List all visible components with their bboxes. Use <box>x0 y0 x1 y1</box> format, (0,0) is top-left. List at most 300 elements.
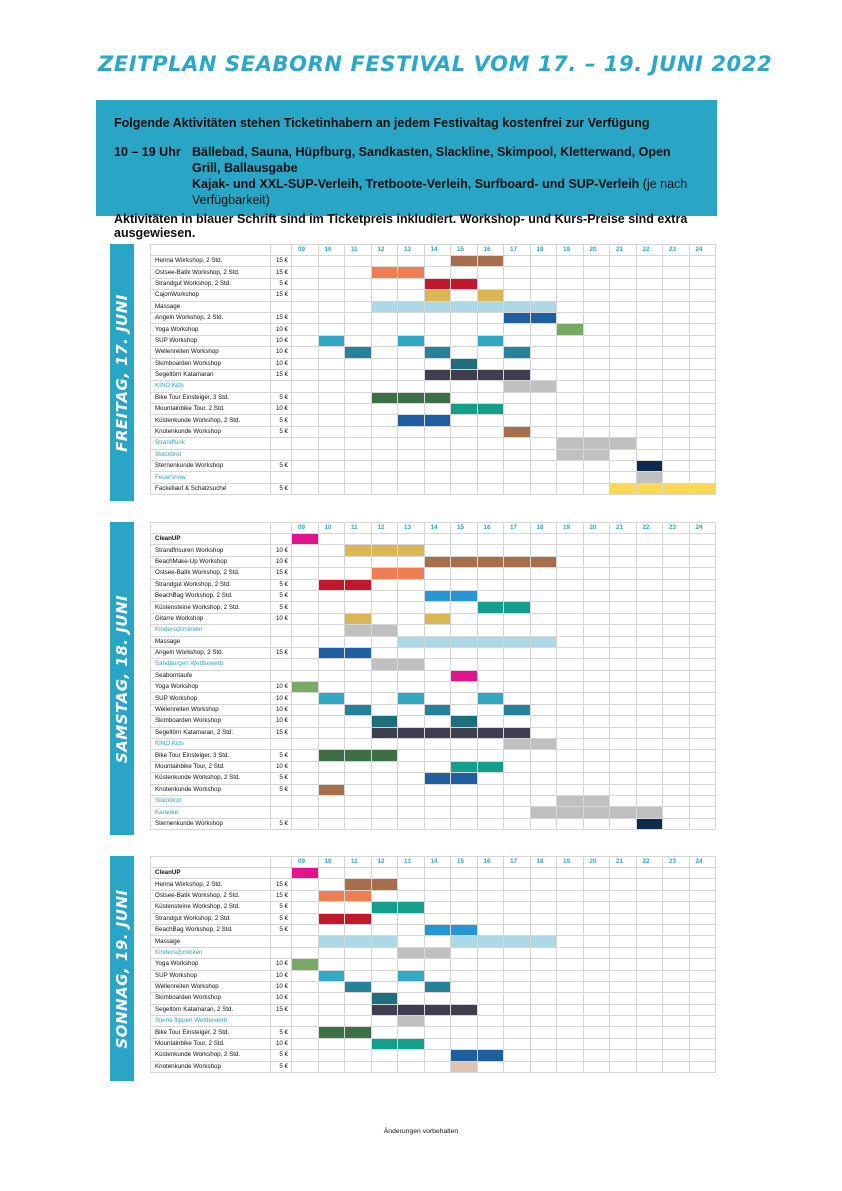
time-slot <box>689 773 716 784</box>
time-slot <box>583 670 610 681</box>
time-slot <box>292 483 319 494</box>
schedule-row <box>151 947 716 958</box>
time-slot <box>292 347 319 358</box>
time-slot <box>371 981 398 992</box>
time-slot <box>583 347 610 358</box>
time-slot <box>689 739 716 750</box>
time-slot <box>398 1027 425 1038</box>
activity-bar <box>504 704 531 715</box>
time-slot <box>424 659 451 670</box>
time-slot <box>504 267 531 278</box>
activity-bar <box>451 727 478 738</box>
time-slot <box>636 659 663 670</box>
time-slot <box>636 278 663 289</box>
time-slot <box>424 1061 451 1072</box>
time-slot <box>345 556 372 567</box>
schedule-row <box>151 818 716 829</box>
time-slot <box>689 324 716 335</box>
time-slot <box>610 347 637 358</box>
time-slot <box>477 981 504 992</box>
time-slot <box>583 556 610 567</box>
time-slot <box>583 693 610 704</box>
time-slot <box>451 1038 478 1049</box>
time-slot <box>371 579 398 590</box>
time-slot <box>292 556 319 567</box>
time-slot <box>398 739 425 750</box>
time-slot <box>292 739 319 750</box>
activity-bar <box>583 807 610 818</box>
time-slot <box>292 438 319 449</box>
time-slot <box>292 750 319 761</box>
activity-bar <box>398 902 425 913</box>
time-slot <box>583 613 610 624</box>
activity-name: CleanUP <box>151 534 271 545</box>
time-slot <box>451 461 478 472</box>
time-slot <box>424 818 451 829</box>
time-slot <box>610 1050 637 1061</box>
time-slot <box>530 1038 557 1049</box>
time-slot <box>636 335 663 346</box>
activity-bar <box>424 613 451 624</box>
activity-price: 15 € <box>271 369 292 380</box>
time-slot <box>451 579 478 590</box>
day-label-friday: FREITAG, 17. JUNI <box>113 293 131 452</box>
time-slot <box>610 461 637 472</box>
time-slot <box>424 879 451 890</box>
activity-bar <box>451 1004 478 1015</box>
time-slot <box>318 773 345 784</box>
time-slot <box>610 267 637 278</box>
time-slot <box>530 613 557 624</box>
time-slot <box>663 449 690 460</box>
activity-price: 10 € <box>271 324 292 335</box>
time-slot <box>636 1004 663 1015</box>
time-slot <box>530 913 557 924</box>
time-slot <box>477 1004 504 1015</box>
activity-bar <box>398 335 425 346</box>
time-slot <box>636 913 663 924</box>
time-slot <box>477 716 504 727</box>
time-slot <box>557 404 584 415</box>
time-slot <box>583 739 610 750</box>
schedule-row <box>151 613 716 624</box>
time-slot <box>530 959 557 970</box>
time-slot <box>663 913 690 924</box>
time-slot <box>345 993 372 1004</box>
time-slot <box>345 256 372 267</box>
activity-bar <box>530 301 557 312</box>
time-slot <box>345 727 372 738</box>
time-slot <box>345 602 372 613</box>
time-slot <box>477 647 504 658</box>
time-slot <box>663 773 690 784</box>
time-slot <box>424 682 451 693</box>
time-slot <box>663 472 690 483</box>
time-slot <box>345 1038 372 1049</box>
time-slot <box>530 483 557 494</box>
time-slot <box>398 613 425 624</box>
time-slot <box>371 613 398 624</box>
time-slot <box>689 879 716 890</box>
activity-price: 5 € <box>271 1050 292 1061</box>
time-slot <box>292 267 319 278</box>
time-slot <box>663 936 690 947</box>
time-slot <box>504 868 531 879</box>
time-slot <box>663 613 690 624</box>
time-slot <box>345 301 372 312</box>
time-slot <box>583 993 610 1004</box>
time-slot <box>689 590 716 601</box>
time-slot <box>345 739 372 750</box>
schedule-row <box>151 879 716 890</box>
header-blank-cell <box>271 857 292 868</box>
time-slot <box>477 278 504 289</box>
time-slot <box>292 636 319 647</box>
time-slot <box>557 461 584 472</box>
schedule-row <box>151 890 716 901</box>
time-slot <box>398 1050 425 1061</box>
activity-bar <box>451 358 478 369</box>
activity-bar <box>424 369 451 380</box>
time-slot <box>345 1061 372 1072</box>
time-slot <box>636 716 663 727</box>
time-slot <box>477 461 504 472</box>
time-slot <box>504 818 531 829</box>
time-slot <box>451 545 478 556</box>
time-slot <box>371 784 398 795</box>
hour-label: 17 <box>504 857 531 868</box>
time-slot <box>530 1004 557 1015</box>
time-slot <box>345 1004 372 1015</box>
time-slot <box>610 739 637 750</box>
info-availability: (je nach Verfügbarkeit) <box>192 177 688 207</box>
time-slot <box>345 404 372 415</box>
time-slot <box>504 472 531 483</box>
activity-bar <box>318 750 345 761</box>
time-slot <box>318 267 345 278</box>
activity-name: Mountainbike Tour, 2 Std. <box>151 404 271 415</box>
time-slot <box>663 590 690 601</box>
time-slot <box>689 404 716 415</box>
time-slot <box>292 807 319 818</box>
activity-bar <box>451 936 478 947</box>
time-slot <box>636 1061 663 1072</box>
time-slot <box>557 568 584 579</box>
time-slot <box>504 750 531 761</box>
time-slot <box>636 993 663 1004</box>
time-slot <box>424 579 451 590</box>
time-slot <box>610 704 637 715</box>
time-slot <box>689 750 716 761</box>
time-slot <box>557 545 584 556</box>
activity-price: 10 € <box>271 761 292 772</box>
time-slot <box>318 636 345 647</box>
activity-bar <box>398 727 425 738</box>
time-slot <box>583 947 610 958</box>
time-slot <box>689 472 716 483</box>
time-slot <box>318 324 345 335</box>
schedule-row <box>151 924 716 935</box>
time-slot <box>292 659 319 670</box>
activity-name: CajonWorkshop <box>151 290 271 301</box>
time-slot <box>530 670 557 681</box>
time-slot <box>663 993 690 1004</box>
hour-label: 21 <box>610 857 637 868</box>
activity-price <box>271 1016 292 1027</box>
time-slot <box>583 784 610 795</box>
hour-label: 10 <box>318 523 345 534</box>
time-slot <box>663 301 690 312</box>
activity-bar <box>451 636 478 647</box>
time-slot <box>689 358 716 369</box>
time-slot <box>530 970 557 981</box>
time-slot <box>477 347 504 358</box>
time-slot <box>318 369 345 380</box>
time-slot <box>583 1038 610 1049</box>
time-slot <box>689 959 716 970</box>
time-slot <box>504 256 531 267</box>
time-slot <box>689 647 716 658</box>
time-slot <box>451 324 478 335</box>
time-slot <box>610 784 637 795</box>
hour-label: 22 <box>636 523 663 534</box>
time-slot <box>530 461 557 472</box>
activity-price <box>271 936 292 947</box>
activity-bar <box>371 993 398 1004</box>
time-slot <box>504 1016 531 1027</box>
header-blank-cell <box>151 857 271 868</box>
time-slot <box>663 970 690 981</box>
time-slot <box>636 312 663 323</box>
time-slot <box>689 636 716 647</box>
time-slot <box>371 438 398 449</box>
time-slot <box>477 879 504 890</box>
time-slot <box>451 267 478 278</box>
activity-bar <box>424 415 451 426</box>
time-slot <box>477 613 504 624</box>
time-slot <box>371 415 398 426</box>
time-slot <box>477 947 504 958</box>
time-slot <box>689 426 716 437</box>
time-slot <box>663 324 690 335</box>
schedule-row <box>151 278 716 289</box>
time-slot <box>424 784 451 795</box>
time-slot <box>663 868 690 879</box>
time-slot <box>583 1016 610 1027</box>
time-slot <box>292 625 319 636</box>
schedule-row <box>151 716 716 727</box>
activity-bar <box>424 924 451 935</box>
time-slot <box>610 773 637 784</box>
time-slot <box>318 868 345 879</box>
schedule-row <box>151 773 716 784</box>
time-slot <box>557 472 584 483</box>
activity-bar <box>318 693 345 704</box>
time-slot <box>398 993 425 1004</box>
time-slot <box>398 534 425 545</box>
time-slot <box>424 545 451 556</box>
activity-bar <box>371 716 398 727</box>
activity-name: Sternenkunde Workshop <box>151 461 271 472</box>
activity-name: Küstensteine Workshop, 2 Std. <box>151 902 271 913</box>
time-slot <box>292 301 319 312</box>
time-slot <box>318 659 345 670</box>
time-slot <box>610 358 637 369</box>
time-slot <box>689 267 716 278</box>
time-slot <box>610 727 637 738</box>
activity-price <box>271 807 292 818</box>
time-slot <box>663 278 690 289</box>
time-slot <box>292 449 319 460</box>
hour-label: 15 <box>451 857 478 868</box>
time-slot <box>689 902 716 913</box>
activity-price <box>271 472 292 483</box>
time-slot <box>689 579 716 590</box>
activity-price: 5 € <box>271 278 292 289</box>
activity-bar <box>318 890 345 901</box>
time-slot <box>689 415 716 426</box>
time-slot <box>398 324 425 335</box>
time-slot <box>451 807 478 818</box>
time-slot <box>583 545 610 556</box>
activity-price: 10 € <box>271 1038 292 1049</box>
time-slot <box>636 1027 663 1038</box>
schedule-row <box>151 807 716 818</box>
hour-label: 13 <box>398 245 425 256</box>
activity-bar <box>424 727 451 738</box>
time-slot <box>530 761 557 772</box>
time-slot <box>663 1038 690 1049</box>
time-slot <box>557 947 584 958</box>
hour-label: 20 <box>583 523 610 534</box>
time-slot <box>318 981 345 992</box>
time-slot <box>663 795 690 806</box>
activity-bar <box>504 936 531 947</box>
activity-bar <box>636 461 663 472</box>
time-slot <box>292 670 319 681</box>
time-slot <box>583 716 610 727</box>
page-title: ZEITPLAN SEABORN FESTIVAL VOM 17. – 19. JUNI 2022 <box>98 52 773 76</box>
time-slot <box>504 959 531 970</box>
activity-bar <box>451 590 478 601</box>
time-slot <box>318 312 345 323</box>
time-slot <box>557 534 584 545</box>
time-slot <box>398 461 425 472</box>
activity-name: Skimboarden Workshop <box>151 716 271 727</box>
time-slot <box>504 682 531 693</box>
time-slot <box>610 670 637 681</box>
time-slot <box>477 449 504 460</box>
activity-bar <box>318 936 345 947</box>
activity-name: Knotenkunde Workshop <box>151 426 271 437</box>
time-slot <box>345 693 372 704</box>
schedule-row <box>151 647 716 658</box>
time-slot <box>318 602 345 613</box>
time-slot <box>292 818 319 829</box>
activity-bar <box>345 579 372 590</box>
time-slot <box>504 981 531 992</box>
time-slot <box>345 358 372 369</box>
activity-name: Küstenkunde Workshop, 2 Std. <box>151 1050 271 1061</box>
schedule-row <box>151 335 716 346</box>
hour-label: 21 <box>610 523 637 534</box>
time-slot <box>371 256 398 267</box>
activity-bar <box>345 647 372 658</box>
time-slot <box>530 449 557 460</box>
time-slot <box>663 438 690 449</box>
time-slot <box>610 879 637 890</box>
time-slot <box>636 579 663 590</box>
activity-bar <box>530 636 557 647</box>
activity-bar <box>424 556 451 567</box>
time-slot <box>636 947 663 958</box>
hour-label: 09 <box>292 523 319 534</box>
time-slot <box>504 784 531 795</box>
time-slot <box>610 449 637 460</box>
time-slot <box>663 727 690 738</box>
schedule-table-saturday <box>150 522 716 830</box>
activity-bar <box>398 301 425 312</box>
time-slot <box>557 1027 584 1038</box>
info-intro: Folgende Aktivitäten stehen Ticketinhabern an jedem Festivaltag kostenfrei zur Verfügung <box>114 116 650 130</box>
time-slot <box>318 993 345 1004</box>
time-slot <box>477 682 504 693</box>
activity-bar <box>318 784 345 795</box>
day-label-sunday: SONNAG, 19. JUNI <box>113 888 131 1049</box>
activity-name: Kinderschminken <box>151 625 271 636</box>
time-slot <box>292 924 319 935</box>
time-slot <box>318 278 345 289</box>
time-slot <box>610 959 637 970</box>
activity-price: 5 € <box>271 818 292 829</box>
time-slot <box>689 1004 716 1015</box>
time-slot <box>530 404 557 415</box>
time-slot <box>504 545 531 556</box>
activity-bar <box>398 693 425 704</box>
time-slot <box>318 438 345 449</box>
time-slot <box>371 959 398 970</box>
time-slot <box>530 818 557 829</box>
activity-bar <box>477 556 504 567</box>
header-blank-cell <box>151 245 271 256</box>
time-slot <box>610 924 637 935</box>
time-slot <box>292 1050 319 1061</box>
activity-price <box>271 438 292 449</box>
time-slot <box>583 415 610 426</box>
time-slot <box>636 636 663 647</box>
time-slot <box>451 993 478 1004</box>
time-slot <box>557 1004 584 1015</box>
time-slot <box>583 761 610 772</box>
time-slot <box>689 970 716 981</box>
time-slot <box>504 647 531 658</box>
time-slot <box>345 659 372 670</box>
activity-bar <box>424 290 451 301</box>
activity-name: BeachMake-Up Workshop <box>151 556 271 567</box>
time-slot <box>689 438 716 449</box>
activity-bar <box>292 534 319 545</box>
time-slot <box>530 472 557 483</box>
time-slot <box>398 556 425 567</box>
time-slot <box>530 750 557 761</box>
time-slot <box>583 301 610 312</box>
time-slot <box>610 534 637 545</box>
time-slot <box>636 682 663 693</box>
time-slot <box>477 568 504 579</box>
schedule-row <box>151 301 716 312</box>
time-slot <box>318 415 345 426</box>
time-slot <box>345 1016 372 1027</box>
